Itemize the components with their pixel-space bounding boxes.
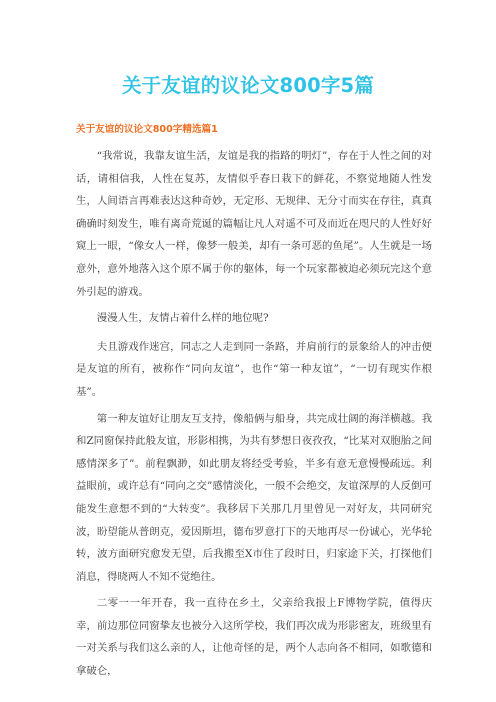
paragraph-1: “我常说，我靠友谊生活，友谊是我的指路的明灯”，存在于人性之间的对话，请相信我，人性在复苏，友情似乎春日栽下的鲜花，不察觉地随人性发生，人间语言再难表达这种奇妙，无定形、无规律、无分寸而实在存往，真真确确时刻发生，唯有离奇荒诞的篇幅让凡人对遥不可及而近在咫尺的人性好好窥上一眼，“像女人一样，像梦一般美，却有一条可恶的鱼尾”。人生就是一场意外，意外地落入这个原不属于你的躯体，每一个玩家都被迫必须玩完这个意外引起的游戏。 (76, 150, 432, 298)
paragraph-4: 第一种友谊好让朋友互支持，像船俩与船身，共完成壮阔的海洋横越。我和Z同窗保持此般友谊，形影相携，为共有梦想日夜孜孜，“比某对双胞胎之间感情深多了”。前程飘渺，如此朋友将经受考验，半多有意无意慢慢疏远。利益眼前，或许总有“同向之交”感情淡化，一般不会绝交，友谊深厚的人反倒可能发生意想不到的“大转变”。我移居下关那几月里曾见一对好友，共同研究波，盼望能从普朗克，爱因斯坦，德布罗意打下的天地再尽一份诚心，光华轮转，波方面研究愈发无望，后我搬至X市住了段时日，归家途下关，打探他们消息，得晓两人不知不觉绝往。 (76, 412, 432, 583)
paragraph-2: 漫漫人生，友情占着什么样的地位呢? (96, 312, 269, 325)
article-body (76, 145, 432, 687)
paragraph-3: 夫且游戏作迷宫，同志之人走到同一条路，并肩前行的景象给人的冲击便是友谊的所有，被称作“同向友谊”，也作“第一种友谊”，“一切有现实作根基”。 (76, 340, 432, 398)
document-title: 关于友谊的议论文800字5篇 (121, 74, 375, 97)
paragraph-5: 二零一一年开春，我一直待在乡土，父亲给我报上F博物学院，值得庆幸，前边那位同窗挚友也被分入这所学校，我们再次成为形影密友，班级里有一对关系与我们这么亲的人，让他奇怪的是，两个人志向各不相同，如歌德和拿破仑， (76, 597, 432, 678)
section-heading: 关于友谊的议论文800字精选篇1 (76, 124, 218, 135)
